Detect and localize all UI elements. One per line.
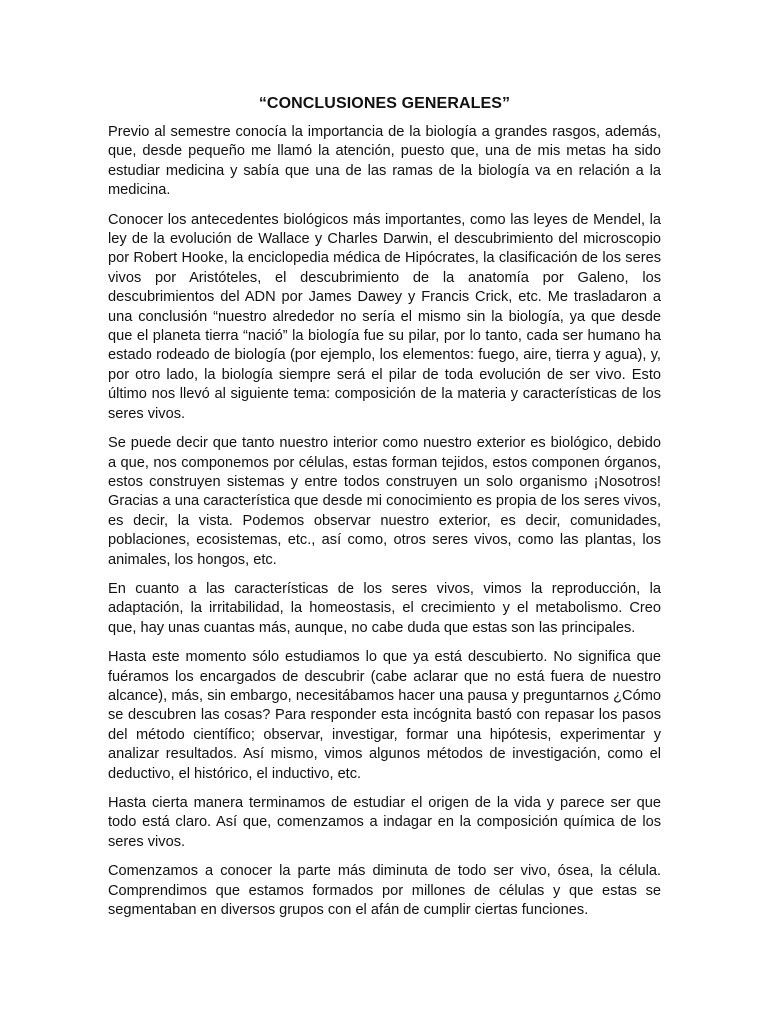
paragraph-caracteristicas: En cuanto a las características de los seres vivos, vimos la reproducción, la adaptación, la irritabilidad, la homeostasis, el crecimiento y el metabolismo. Creo que, hay unas cuantas más, aunque, no cabe duda que estas son las principales. bbox=[108, 580, 661, 636]
paragraph-intro: Previo al semestre conocía la importancia de la biología a grandes rasgos, además, que, desde pequeño me llamó la atención, puesto que, una de mis metas ha sido estudiar medicina y sabía que una de las ramas de la biología va en relación a la medicina. bbox=[108, 124, 661, 199]
document-title: “CONCLUSIONES GENERALES” bbox=[258, 95, 511, 112]
paragraph-metodo-cientifico: Hasta este momento sólo estudiamos lo que ya está descubierto. No significa que fuéramos los encargados de descubrir (cabe aclarar que no está fuera de nuestro alcance), más, sin embargo, necesitábamos hacer una pausa y preguntarnos ¿Cómo se descubren las cosas? Para responder esta incógnita bastó con repasar los pasos del método científico; observar, investigar, formar una hipótesis, experimentar y analizar resultados. Así mismo, vimos algunos métodos de investigación, como el deductivo, el histórico, el inductivo, etc. bbox=[108, 649, 661, 782]
paragraph-interior-exterior: Se puede decir que tanto nuestro interior como nuestro exterior es biológico, debido a que, nos componemos por células, estas forman tejidos, estos componen órganos, estos construyen sistemas y entre todos construyen un solo organismo ¡Nosotros! Gracias a una característica que desde mi conocimiento es propia de los seres vivos, es decir, la vista. Podemos observar nuestro exterior, es decir, comunidades, poblaciones, ecosistemas, etc., así como, otros seres vivos, como las plantas, los animales, los hongos, etc. bbox=[108, 435, 661, 568]
document-page bbox=[108, 94, 661, 930]
paragraph-celula: Comenzamos a conocer la parte más diminuta de todo ser vivo, ósea, la célula. Comprendimos que estamos formados por millones de células y que estas se segmentaban en diversos grupos con el afán de cumplir ciertas funciones. bbox=[108, 863, 661, 919]
paragraph-origen-vida: Hasta cierta manera terminamos de estudiar el origen de la vida y parece ser que todo está claro. Así que, comenzamos a indagar en la composición química de los seres vivos. bbox=[108, 795, 661, 850]
paragraph-antecedentes: Conocer los antecedentes biológicos más importantes, como las leyes de Mendel, la ley de la evolución de Wallace y Charles Darwin, el descubrimiento del microscopio por Robert Hooke, la enciclopedia médica de Hipócrates, la clasificación de los seres vivos por Aristóteles, el descubrimiento de la anatomía por Galeno, los descubrimientos del ADN por James Dawey y Francis Crick, etc. Me trasladaron a una conclusión “nuestro alrededor no sería el mismo sin la biología, ya que desde que el planeta tierra “nació” la biología fue su pilar, por lo tanto, cada ser humano ha estado rodeado de biología (por ejemplo, los elementos: fuego, aire, tierra y agua), y, por otro lado, la biología siempre será el pilar de toda evolución de ser vivo. Esto último nos llevó al siguiente tema: composición de la materia y características de los seres vivos. bbox=[108, 211, 661, 422]
